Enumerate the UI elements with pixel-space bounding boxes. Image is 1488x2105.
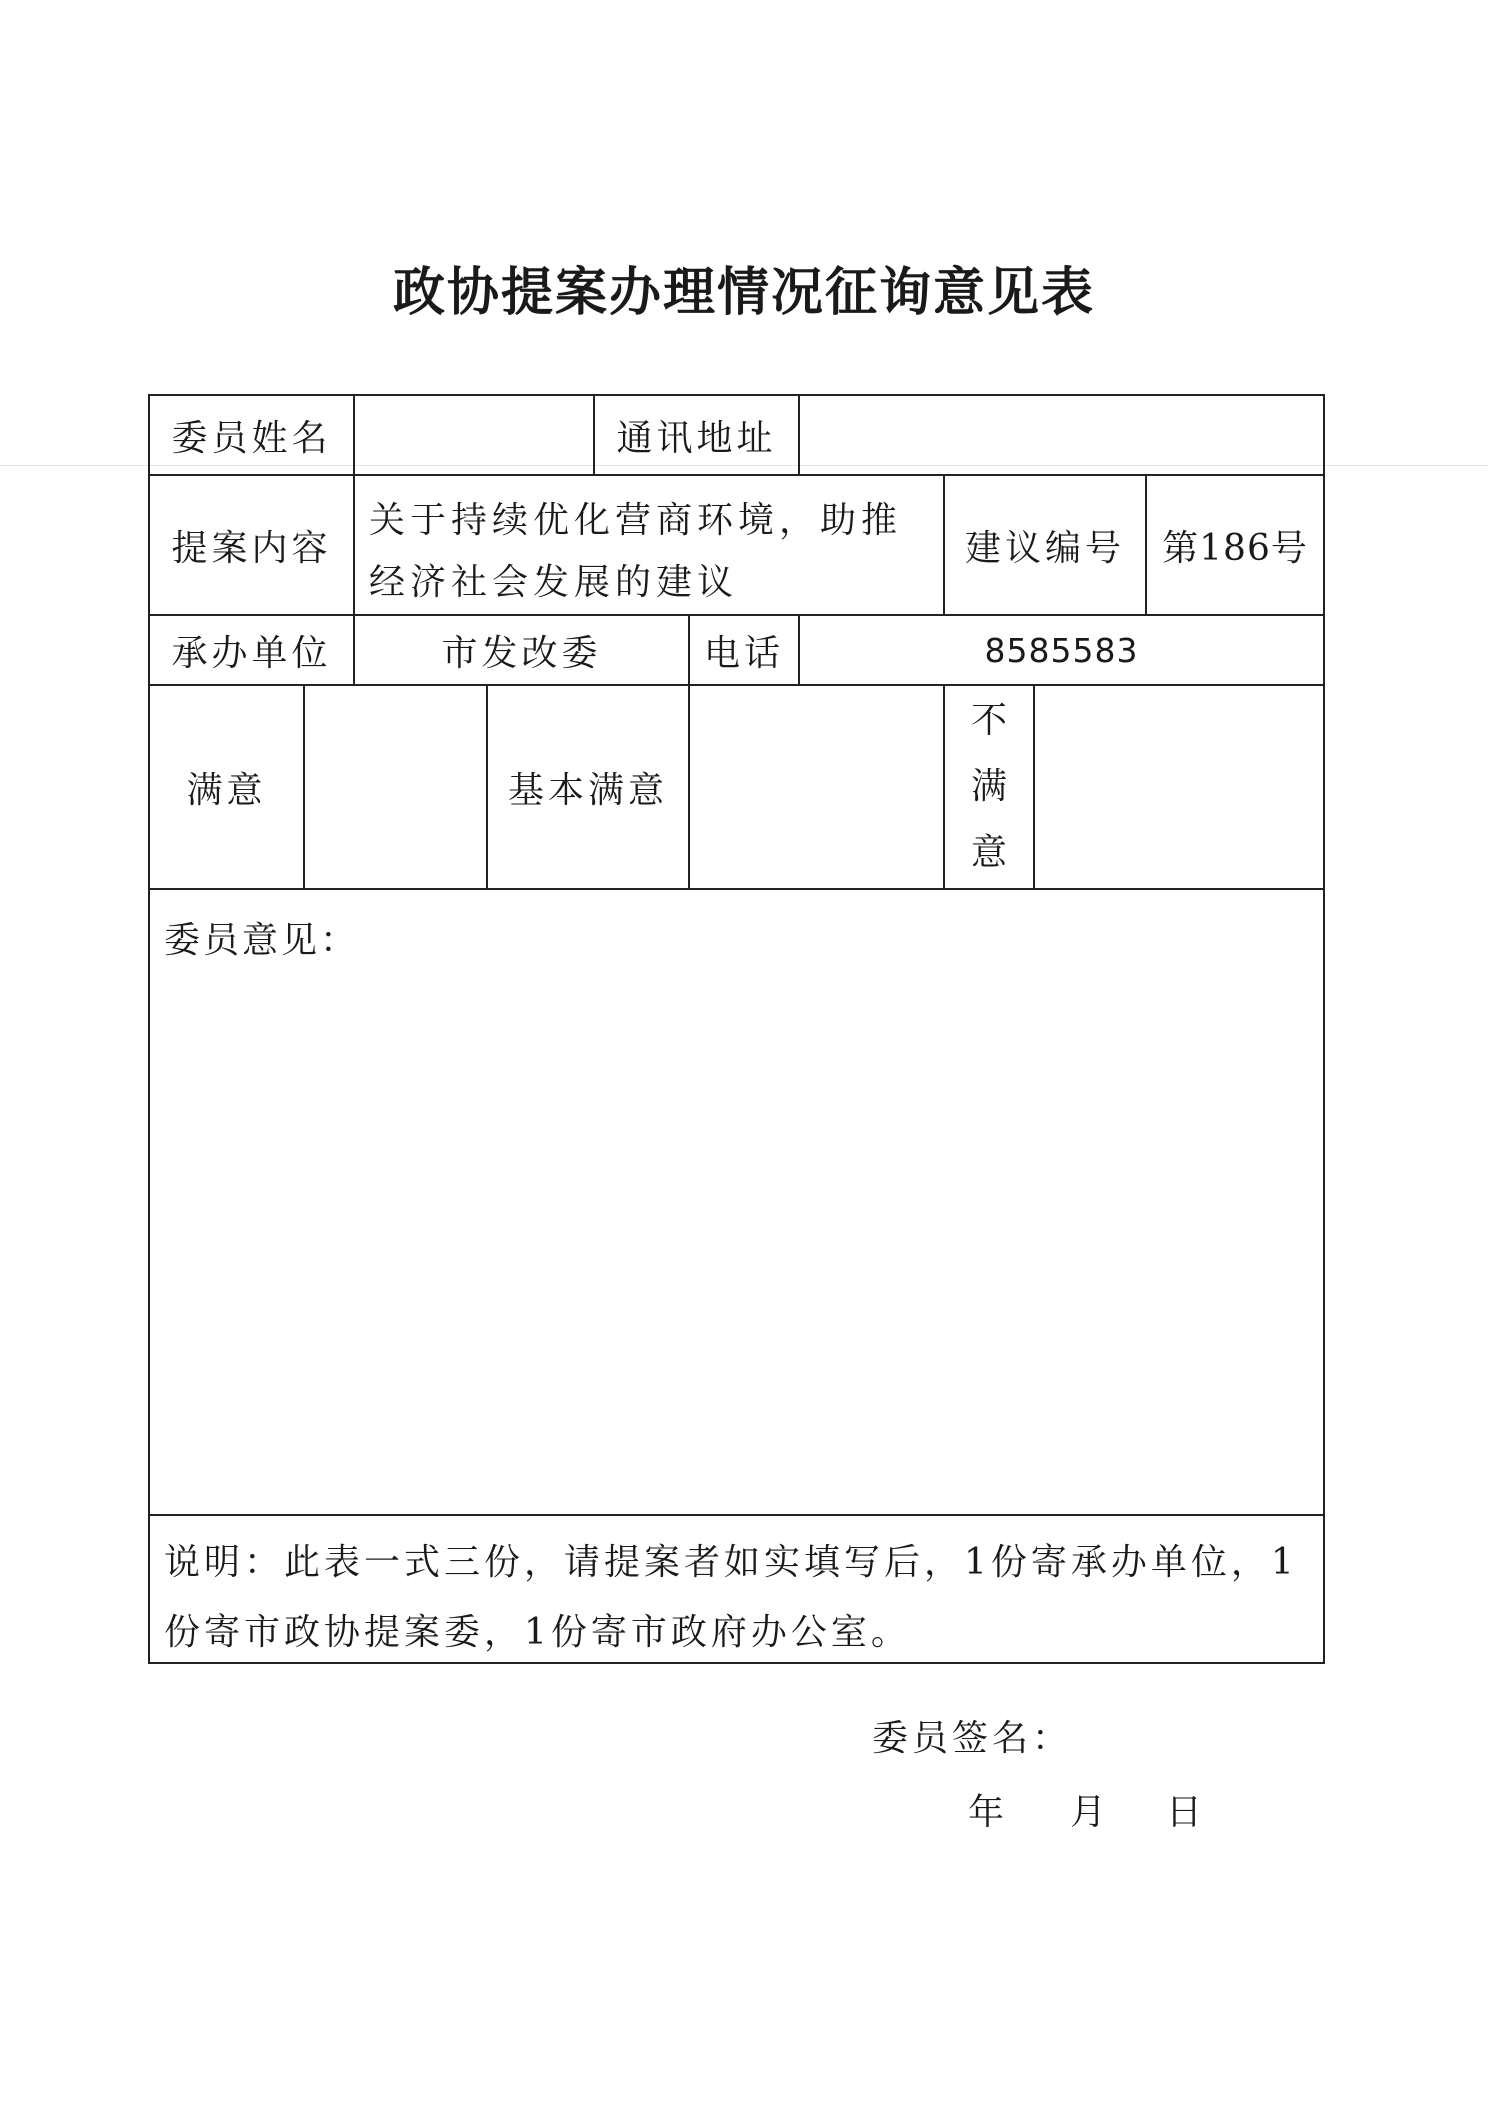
proposal-content-label: 提案内容 [150,476,355,616]
proposal-content-value: 关于持续优化营商环境，助推经济社会发展的建议 [355,476,945,616]
address-label: 通讯地址 [595,396,800,476]
unsatisfied-label [945,686,1035,890]
basically-satisfied-label: 基本满意 [488,686,690,890]
handling-unit-label: 承办单位 [150,616,355,686]
member-signature-label: 委员签名： [872,1718,1073,1759]
unsatisfied-char-3: 意 [970,832,1007,873]
unsatisfied-checkbox-cell[interactable] [1035,686,1323,890]
month-label: 月 [1070,1792,1111,1833]
member-name-field[interactable] [355,396,595,476]
inquiry-form [148,394,1325,1664]
day-label: 日 [1166,1792,1207,1833]
handling-unit-value: 市发改委 [355,616,690,686]
suggestion-number-value: 第186号 [1147,476,1323,616]
satisfied-checkbox-cell[interactable] [305,686,488,890]
instructions-note: 说明：此表一式三份，请提案者如实填写后，1份寄承办单位，1份寄市政协提案委，1份寄市政府办公室。 [164,1542,1298,1653]
phone-label: 电话 [690,616,800,686]
suggestion-number-label: 建议编号 [945,476,1147,616]
unsatisfied-char-1: 不 [970,700,1007,741]
address-field[interactable] [800,396,1323,476]
year-label: 年 [968,1792,1009,1833]
basically-satisfied-checkbox-cell[interactable] [690,686,945,890]
phone-value: 8585583 [800,616,1323,686]
unsatisfied-char-2: 满 [970,766,1007,807]
satisfied-label: 满意 [150,686,305,890]
page-title: 政协提案办理情况征询意见表 [392,263,1095,323]
member-name-label: 委员姓名 [150,396,355,476]
member-opinion-field[interactable]: 委员意见： [150,890,1323,1516]
